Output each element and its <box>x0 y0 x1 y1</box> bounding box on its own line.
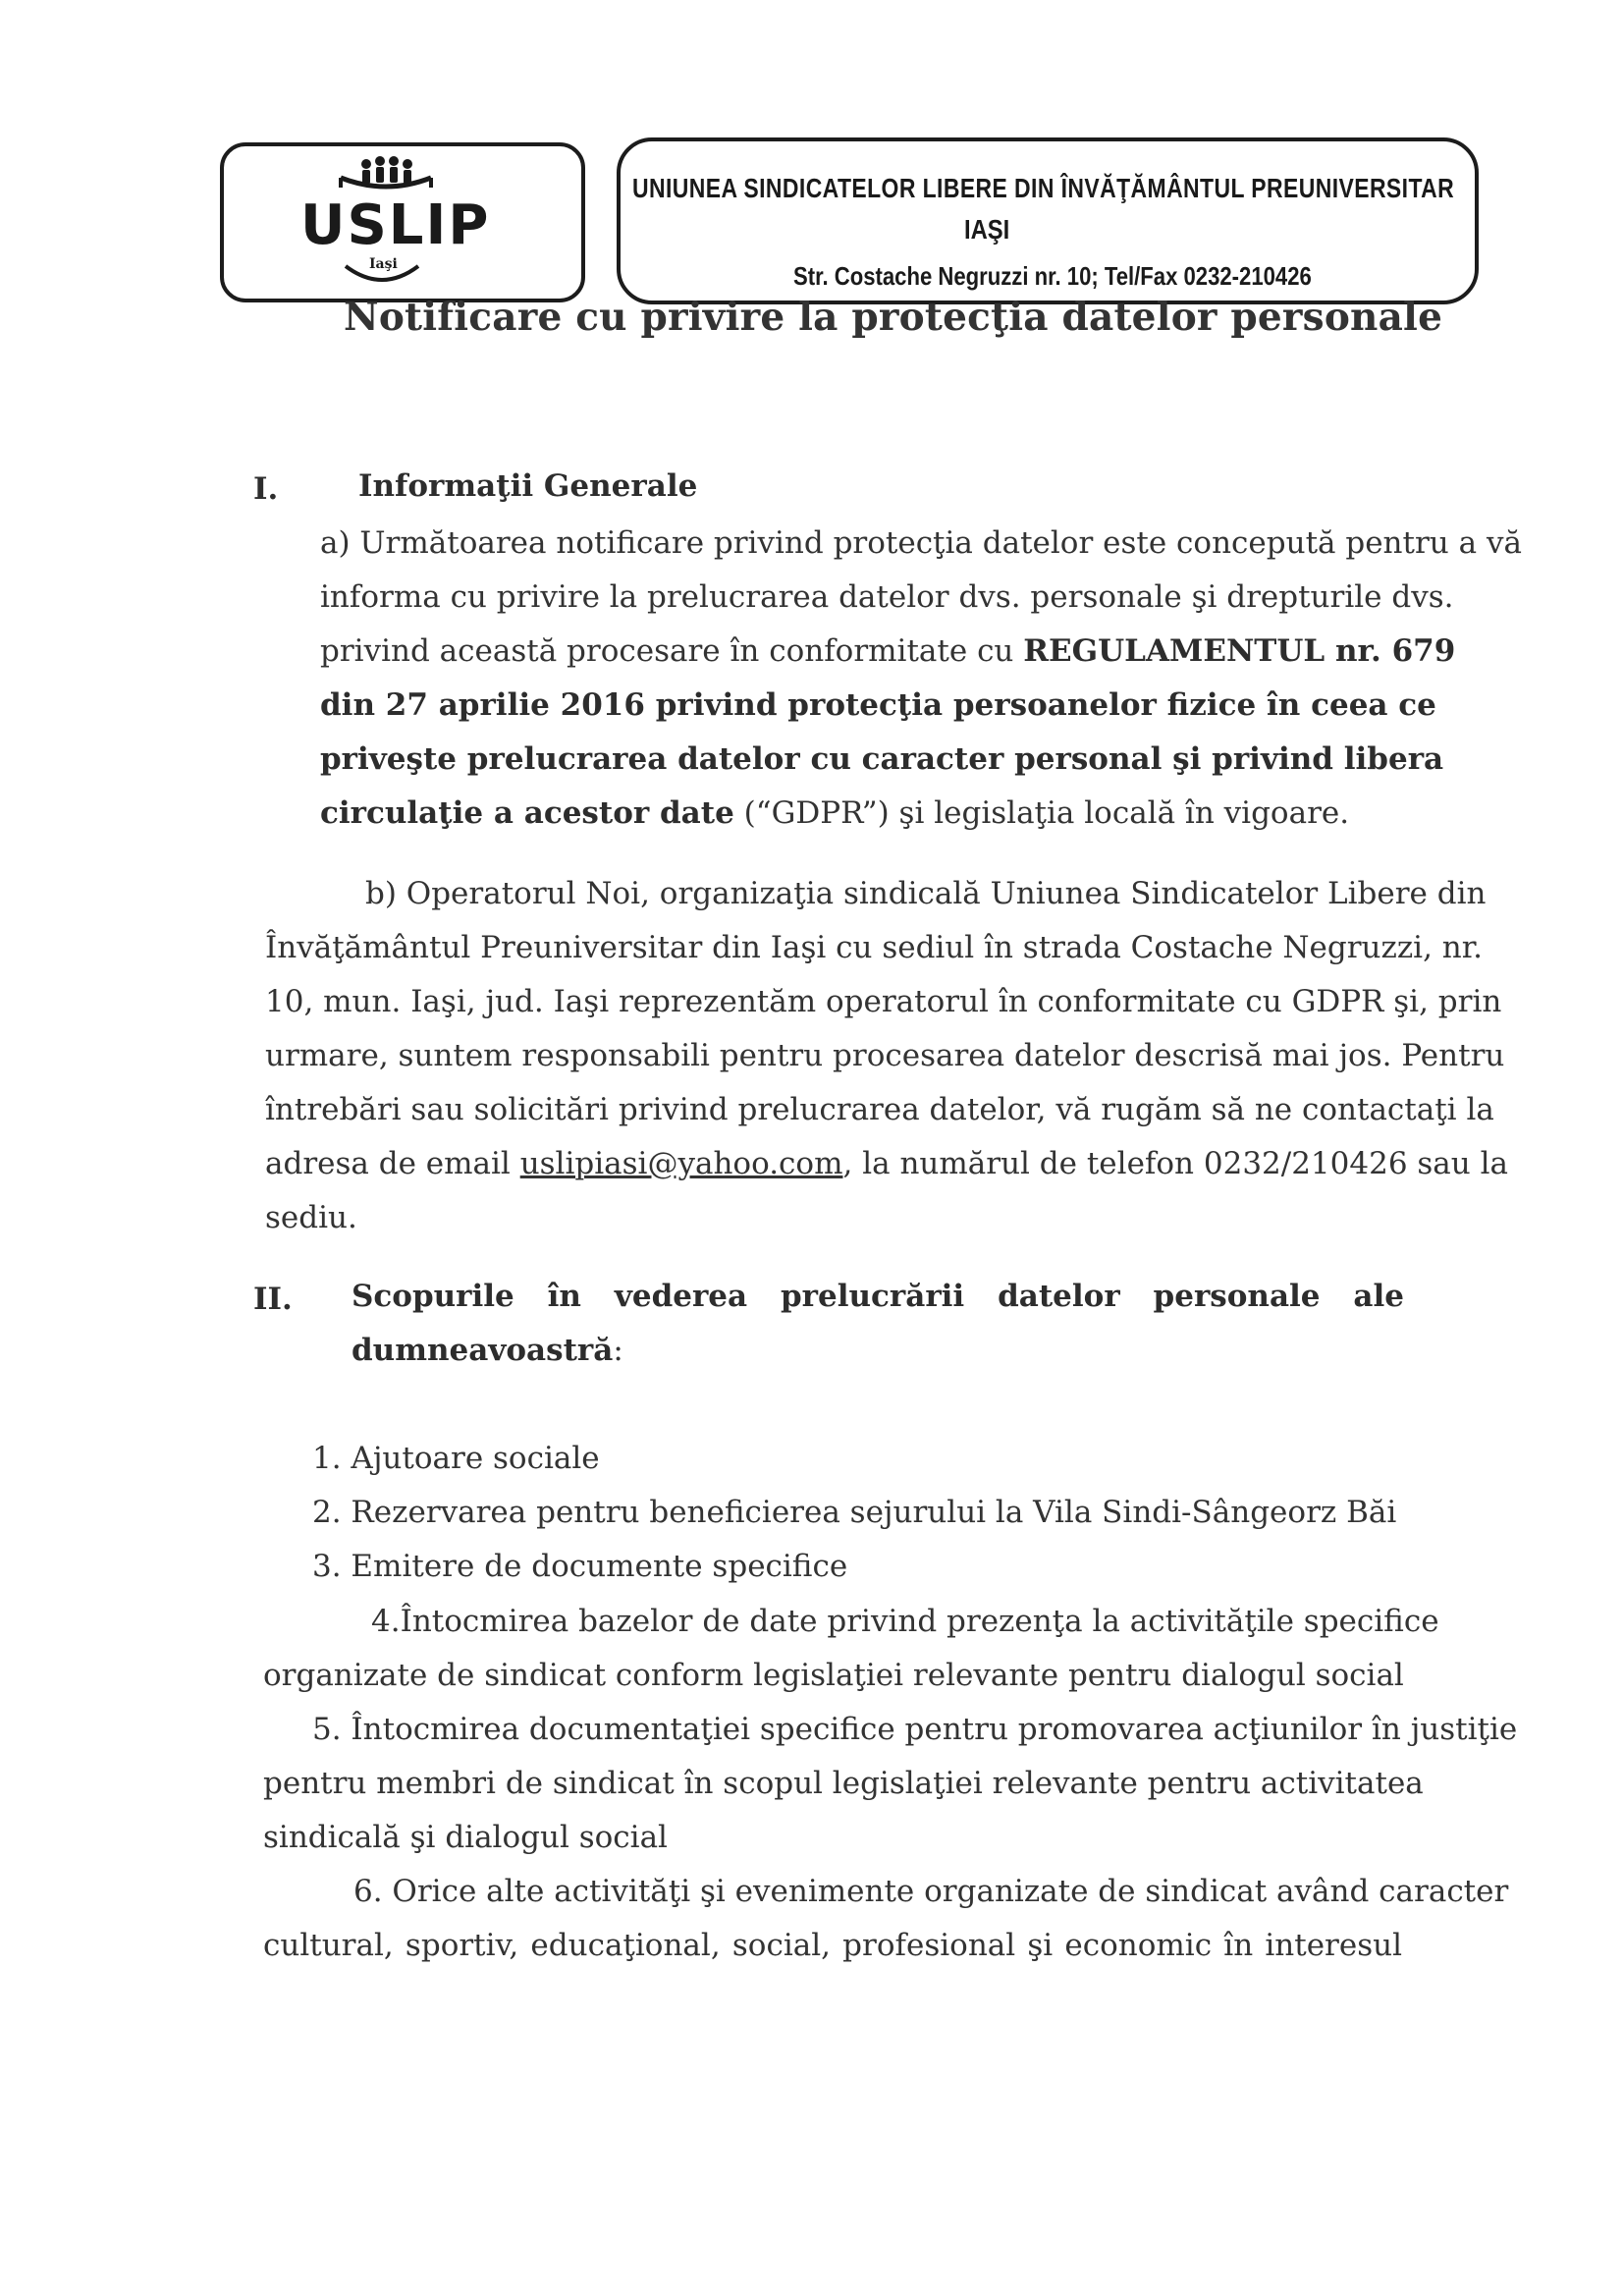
purpose-item-1: 1. Ajutoare sociale <box>312 1441 600 1476</box>
union-info-box <box>617 137 1479 304</box>
document-title: Notificare cu privire la protecţia datelor personale <box>344 295 1443 340</box>
para-b-line-7: sediu. <box>265 1200 357 1235</box>
regulation-reference: REGULAMENTUL nr. 679 <box>1023 633 1456 669</box>
union-name: UNIUNEA SINDICATELOR LIBERE DIN ÎNVĂŢĂMÂNTUL PREUNIVERSITAR <box>632 173 1455 203</box>
para-a-line-6-text: (“GDPR”) şi legislaţia locală în vigoare. <box>733 795 1350 831</box>
para-a-line-6-bold: circulaţie a acestor date <box>320 795 734 831</box>
purpose-item-5-line-3: sindicală şi dialogul social <box>263 1820 668 1855</box>
union-city: IAŞI <box>964 214 1010 245</box>
section-2-heading-colon: : <box>613 1333 623 1368</box>
para-a-line-3 <box>320 633 1456 669</box>
para-a-line-1: a) Următoarea notificare privind protecţia datelor este concepută pentru a vă <box>320 525 1522 561</box>
para-a-line-5: priveşte prelucrarea datelor cu caracter personal şi privind libera <box>320 741 1444 777</box>
para-b-line-6 <box>265 1146 1509 1181</box>
union-address: Str. Costache Negruzzi nr. 10; Tel/Fax 0232-210426 <box>793 261 1312 291</box>
purpose-item-5-line-1: 5. Întocmirea documentaţiei specifice pentru promovarea acţiunilor în justiţie <box>312 1712 1518 1747</box>
uslip-logo <box>220 142 585 302</box>
purpose-item-4-line-2: organizate de sindicat conform legislaţiei relevante pentru dialogul social <box>263 1658 1404 1693</box>
purpose-item-6-line-2: cultural, sportiv, educaţional, social, profesional şi economic în interesul <box>263 1928 1402 1963</box>
purpose-item-5-line-2: pentru membri de sindicat în scopul legislaţiei relevante pentru activitatea <box>263 1766 1424 1801</box>
section-1-number: I. <box>253 471 279 507</box>
email-link[interactable]: uslipiasi@yahoo.com <box>519 1146 843 1181</box>
para-a-line-6 <box>320 795 1350 831</box>
para-b-line-1: b) Operatorul Noi, organizaţia sindicală Uniunea Sindicatelor Libere din <box>365 876 1487 911</box>
purpose-item-3: 3. Emitere de documente specifice <box>312 1549 848 1584</box>
para-b-line-4: urmare, suntem responsabili pentru procesarea datelor descrisă mai jos. Pentru <box>265 1038 1505 1073</box>
purpose-item-4-line-1: 4.Întocmirea bazelor de date privind prezenţa la activităţile specifice <box>371 1604 1439 1639</box>
para-b-line-6-post: , la numărul de telefon 0232/210426 sau la <box>842 1146 1509 1181</box>
logo-city: Iaşi <box>369 256 398 272</box>
section-2-heading-bold: dumneavoastră <box>352 1333 614 1368</box>
para-b-line-6-pre: adresa de email <box>265 1146 520 1181</box>
logo-text: USLIP <box>300 193 491 257</box>
section-2-heading-line-2 <box>352 1333 623 1368</box>
purpose-item-2: 2. Rezervarea pentru beneficierea sejurului la Vila Sindi-Sângeorz Băi <box>312 1495 1397 1530</box>
purpose-item-6-line-1: 6. Orice alte activităţi şi evenimente organizate de sindicat având caracter <box>353 1874 1509 1909</box>
para-b-line-3: 10, mun. Iaşi, jud. Iaşi reprezentăm operatorul în conformitate cu GDPR şi, prin <box>265 984 1502 1019</box>
para-a-line-3-text: privind această procesare în conformitate cu <box>320 633 1024 669</box>
section-1-heading: Informaţii Generale <box>358 468 698 504</box>
section-2-number: II. <box>253 1282 293 1317</box>
para-b-line-2: Învăţământul Preuniversitar din Iaşi cu sediul în strada Costache Negruzzi, nr. <box>265 930 1484 965</box>
section-2-heading-line-1: Scopurile în vederea prelucrării datelor personale ale <box>352 1279 1404 1314</box>
para-a-line-4: din 27 aprilie 2016 privind protecţia persoanelor fizice în ceea ce <box>320 687 1436 723</box>
para-a-line-2: informa cu privire la prelucrarea datelor dvs. personale şi drepturile dvs. <box>320 579 1454 615</box>
para-b-line-5: întrebări sau solicitări privind prelucrarea datelor, vă rugăm să ne contactaţi la <box>265 1092 1494 1127</box>
